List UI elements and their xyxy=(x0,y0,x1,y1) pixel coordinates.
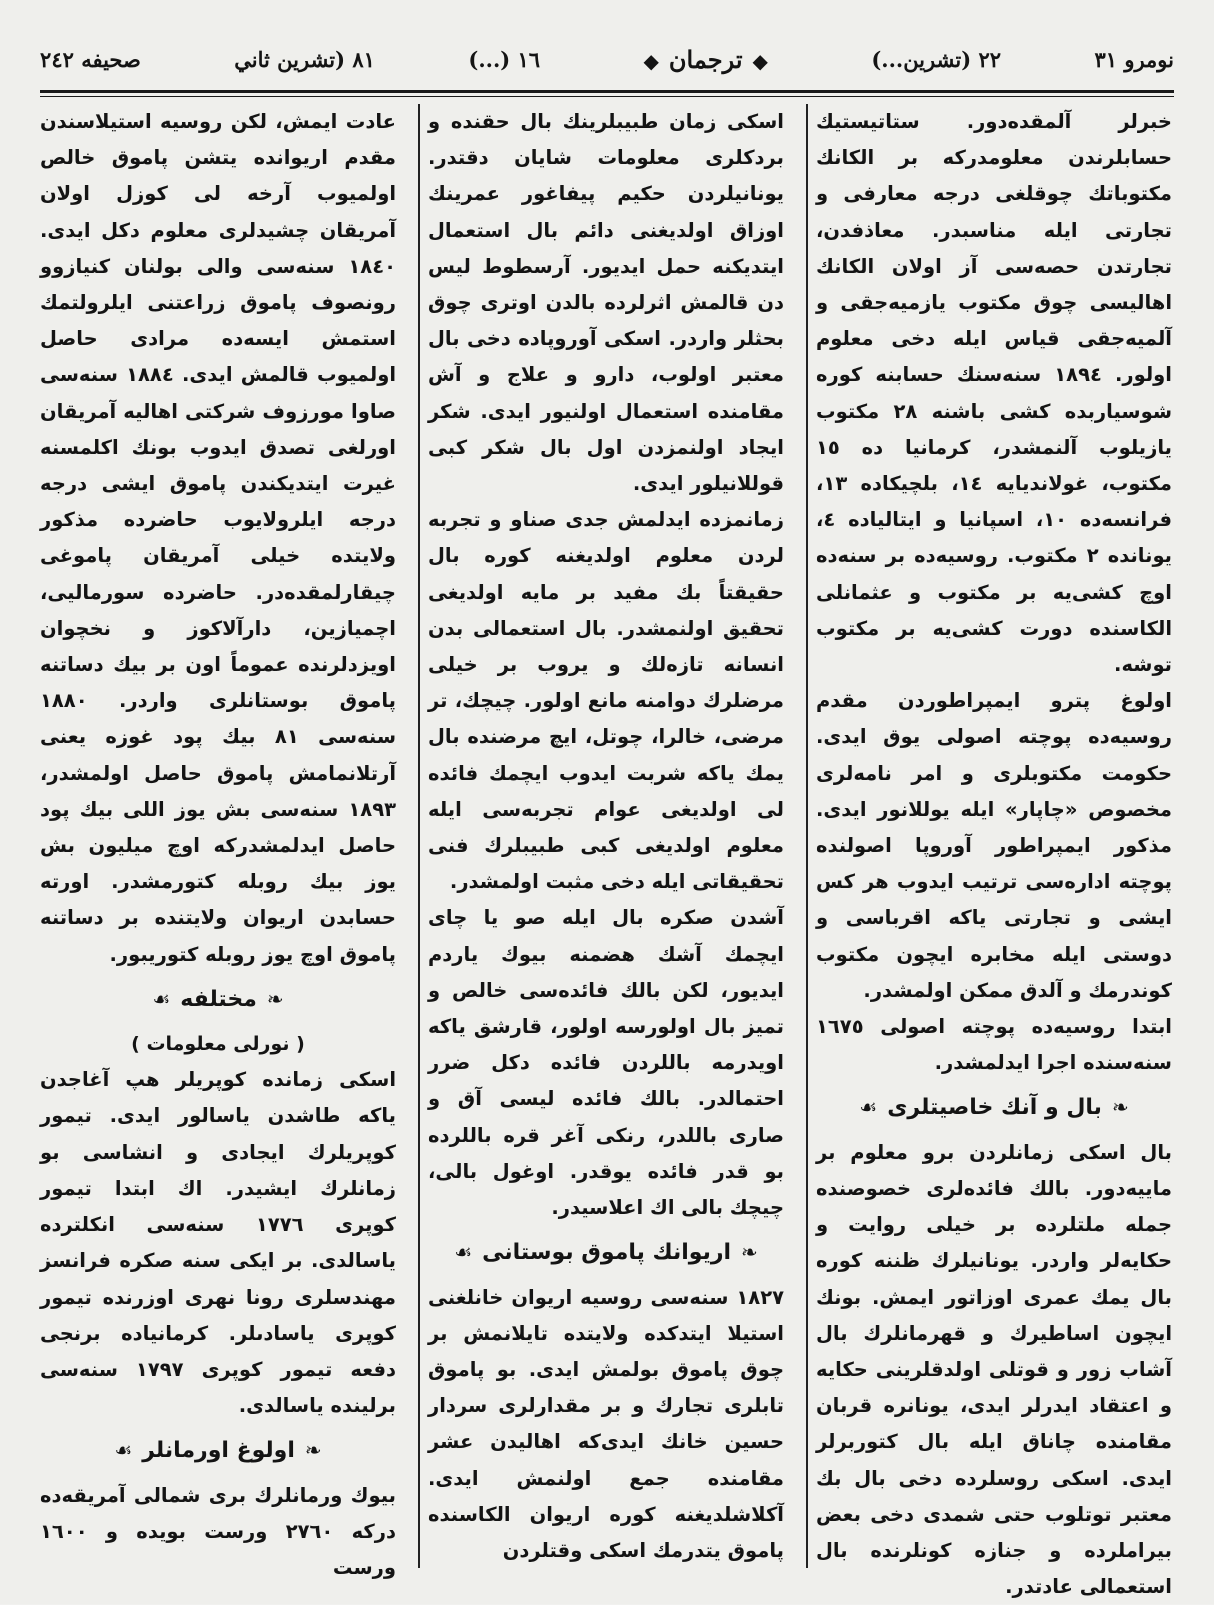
column-left xyxy=(40,104,397,1579)
section-heading: ❧اولوغ اورمانلر☙ xyxy=(114,1438,322,1464)
section-heading: ❧اريوانك پاموق بوستانى☙ xyxy=(454,1240,758,1266)
ornament-icon: ◆ xyxy=(752,48,768,73)
article-paragraph: بيوك ورمانلرك برى شمالى آمريقه‌ده دركه ٢٧٦٠ ورست بويده و ١٦٠٠ ورست xyxy=(40,1483,396,1579)
masthead-title: ◆ترجمان◆ xyxy=(643,44,768,74)
page-number: صحیفه ٢٤٢ xyxy=(40,46,141,72)
ornament-icon: ❧ xyxy=(1111,1095,1129,1120)
ornament-icon: ❧ xyxy=(266,986,284,1011)
article-paragraph: ١٨٢٧ سنه‌سى روسيه اريوان خانلغنى استيلا ايتدكده ولايتده تايلانمش بر چوق پاموق بولمش ايدى. بو پاموق تابلرى تجارك و بر مقدارلرى سردار حسين خانك ايدى‌كه اهاليدن عشر مقامنده جمع اولنمش ايدى. آكلاشلديغنه كوره اريوان الكاسنده پاموق يتدرمك اسكى وقتلردن xyxy=(428,1285,784,1562)
ornament-icon: ☙ xyxy=(114,1438,133,1463)
article-paragraph: ابتدا روسيه‌ده پوچته اصولى ١٦٧٥ سنه‌سنده اجرا ايدلمشدر. xyxy=(816,1015,1172,1075)
article-paragraph: بال اسكى زمانلردن برو معلوم بر ماييه‌دور. بالك فائده‌لرى خصوصنده جمله ملتلرده بر خيلى روايت و حكايه‌لر واردر. يونانيلرك ظننه كوره بال يمك عمرى اوزاتور ايمش. بونك ايچون اساطيرك و قهرمانلرك بال آشاب زور و قوتلى اولدقلرينى حكايه و اعتقاد ايدرلر ايدى، يونانره قربان مقامنده چاناق ايله بال كتوربرلر ايدى. اسكى روسلرده دخى بال بك معتبر توتلوب حتى شمدى دخى بعض بيراملرده و جنازه كونلرنده بال استعمالى عادتدر. xyxy=(816,1140,1172,1599)
article-paragraph: اسكى زمان طبيبلرينك بال حقنده و بردكلرى معلومات شايان دقتدر. يونانيلردن حكيم پيفاغور عمرينك اوزاق اولديغنى دائم بال استعمال ايتديكنه حمل ايديور. آرسطوط ليس دن قالمش اثرلرده بالدن اوترى چوق بحثلر واردر. اسكى آوروپاده دخى بال معتبر اولوب، دارو و علاج و آش مقامنده استعمال اولنيور ايدى. شكر ايجاد اولنمزدن اول بال شكر كبى قوللانيلور ايدى. xyxy=(428,110,784,496)
article-paragraph: آشدن صكره بال ايله صو يا چاى ايچمك آشك هضمنه بيوك ياردم ايديور، لكن بالك فائده‌سى خالص و تميز بال اولورسه اولور، قارشق ياكه اويدرمه باللردن فائده دكل ضرر احتمالدر. بالك فائده لیسى آق و صارى باللدر، رنكى آغر قره باللرده بو قدر فائده يوقدر. اوغول بالى، چيچك بالى اك اعلاسيدر. xyxy=(428,906,784,1220)
article-paragraph: اولوغ پترو ايمپراطوردن مقدم روسيه‌ده پوچته اصولى يوق ايدى. حكومت مكتوبلرى و امر نامه‌لرى مخصوص «چاپار» ايله يوللانور ايدى. مذكور ايمپراطور آوروپا اصولنده پوچته اداره‌سى ترتيب ايدوب هر كس ايشى و تجارتى ياكه اقرباسى و دوستى ايله مخابره ايچون مكتوب كوندرمك و آلدق ممكن اولمشدر. xyxy=(816,689,1172,1002)
article-paragraph: اسكى زمانده كوپريلر هپ آغاجدن ياكه طاشدن ياسالور ايدى. تيمور كوپريلرك ايجادى و انشاسى بو زمانلرك ايشيدر. اك ابتدا تيمور كوپرى ١٧٧٦ سنه‌سى انكلترده ياسالدى. بر ايكى سنه صكره فرانسز مهندسلرى رونا نهرى اوزرنده تيمور كوپرى ياسادىلر. كرمانياده برنجى دفعه تيمور كوپرى ١٧٩٧ سنه‌سى برلينده ياسالدى. xyxy=(40,1068,396,1418)
date-right: ٢٢ (تشرين...) xyxy=(871,46,1002,72)
ornament-icon: ❧ xyxy=(304,1438,322,1463)
header-rule xyxy=(40,90,1174,93)
article-paragraph: زمانمزده ايدلمش جدى صناو و تجربه لردن معلوم اولديغنه كوره بال حقيقتاً بك مفيد بر مايه اولديغى تحقيق اولنمشدر. بال استعمالى بدن انسانه تازه‌لك و يروب بر خيلى مرضلرك دوامنه مانع اولور. چيچك، تر مرضى، خالرا، چوتل، ايچ مرضنده بال يمك ياكه شربت ايدوب ايچمك فائده لى اولديغى عوام تجربه‌سى ايله معلوم اولديغى كبى طبيبلرك فنى تحقيقاتى ايله دخى مثبت اولمشدر. xyxy=(428,508,784,894)
ornament-icon: ☙ xyxy=(152,986,171,1011)
section-subtitle: ( نورلى معلومات ) xyxy=(131,1033,305,1056)
ornament-icon: ☙ xyxy=(859,1095,878,1120)
section-heading: ❧بال و آنك خاصيتلرى☙ xyxy=(859,1095,1129,1121)
ornament-icon: ☙ xyxy=(454,1240,473,1265)
ornament-icon: ❧ xyxy=(741,1240,758,1265)
date-left: ٨١ (تشرين ثاني xyxy=(234,46,375,72)
column-divider xyxy=(418,104,420,1568)
column-divider xyxy=(806,104,808,1568)
issue-number: نومرو ٣١ xyxy=(1094,46,1174,72)
column-right xyxy=(816,104,1173,1599)
date-middle: ١٦ (...) xyxy=(468,46,541,72)
ornament-icon: ◆ xyxy=(643,48,659,73)
column-middle xyxy=(428,104,784,1568)
page-header xyxy=(40,28,1174,90)
section-heading: ❧مختلفه☙ xyxy=(152,986,284,1012)
header-rule-thin xyxy=(40,96,1174,97)
article-paragraph: عادت ايمش، لكن روسيه استيلاسندن مقدم اريوانده يتشن پاموق خالص اولميوب آرخه لى كوزل اولان آمريقان چشيدلرى معلوم دكل ايدى. ١٨٤٠ سنه‌سى والى بولنان كنيازوو رونصوف پاموق زراعتنى ايلرولتمك استمش ايسه‌ده مرادى حاصل اولميوب قالمش ايدى. ١٨٨٤ سنه‌سى صاوا مورزوف شركتى اهاليه آمريقان اورلغى تصدق ايدوب بونك اكلمسنه غيرت ايتديكندن پاموق ايشى درجه درجه ايلرولايوب حاضرده مذكور ولايتده خيلى آمريقان پاموغى چيقارلمقده‌در. حاضرده سورماليى، اچميازين، دارآلاكوز و نخچوان اويزدلرنده عموماً اون بر بيك دساتنه پاموق بوستانلرى واردر. ١٨٨٠ سنه‌سى ٨١ بيك پود غوزه يعنى آرتلانمامش پاموق حاصل اولمشدر، ١٨٩٣ سنه‌سى بش يوز اللى بيك پود حاصل ايدلمشدركه اوچ ميليون بش يوز بيك روبله كتورمشدر. اورته حسابدن اريوان ولايتنده بر دساتنه پاموق اوچ يوز روبله كتوريبور. xyxy=(40,110,397,966)
article-paragraph: خبرلر آلمقده‌دور. ستاتيستيك حسابلرندن معلومدركه بر الكانك مكتوباتك چوقلغى درجه معارفى و تجارتى ايله مناسبدر. معاذفدن، تجارتدن حصه‌سى آز اولان الكانك اهاليسى چوق مكتوب يازميه‌جقى و آلميه‌جقى قياس ايله دخى معلوم اولور. ١٨٩٤ سنه‌سنك حسابنه كوره شوسياربده كشى باشنه ٢٨ مكتوب يازيلوب آلنمشدر، كرمانيا ده ١٥ مكتوب، غولانديايه ١٤، بلچيكاده ١٣، فرانسه‌ده ١٠، اسپانيا و ايتالياده ٤، يونانده ٢ مكتوب. روسيه‌ده بر سنه‌ده اوچ كشى‌يه بر مكتوب و عثمانلى الكاسنده دورت كشى‌يه بر مكتوب توشه. xyxy=(816,110,1173,677)
